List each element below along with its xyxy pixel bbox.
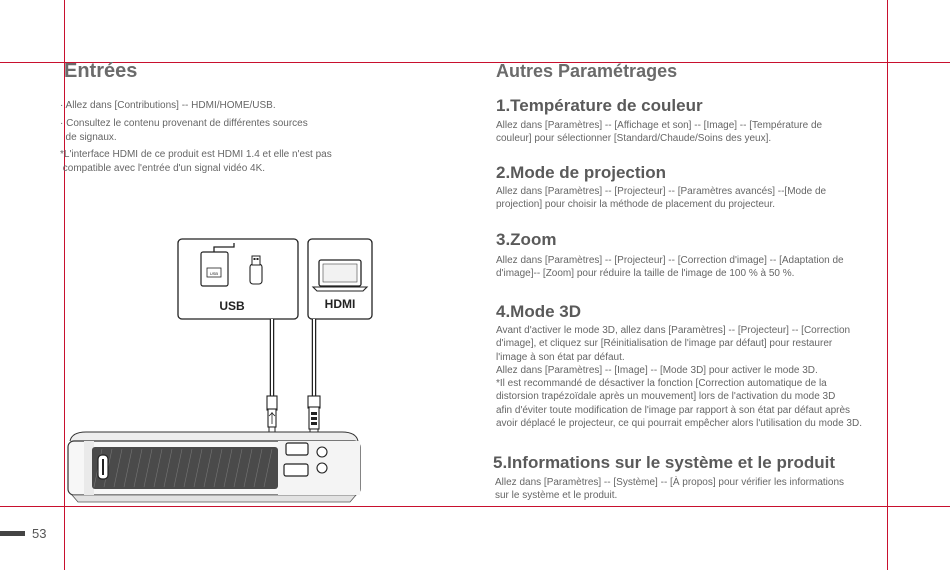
- section-4-body: Avant d'activer le mode 3D, allez dans [Paramètres] -- [Projecteur] -- [Correction d'image], et cliquez sur [Réinitialisation de l'image par défaut] pour restaurer l'image à son état par défaut. Allez dans [Paramètres] -- [Image] -- [Mode 3D] pour activer le mode 3D. *Il est recommandé de désactiver la fonction [Correction automatique de la distorsion trapézoïdale après un mouvement] lors de l'activation du mode 3D afin d'éviter toute modification de l'image par rapport à son état par défaut après avoir déplacé le projecteur, ce qui pourrait empêcher alors l'utilisation du mode 3D.: [496, 325, 862, 430]
- section-1-heading: 1.Température de couleur: [496, 96, 703, 115]
- left-bullet-1: · Allez dans [Contributions] -- HDMI/HOME/USB.: [60, 100, 276, 111]
- left-bullet-2: · Consultez le contenu provenant de différentes sources: [60, 118, 308, 129]
- connection-illustration: [64, 236, 404, 506]
- section-4-heading: 4.Mode 3D: [496, 302, 582, 321]
- usb-port-text: USB: [209, 271, 219, 276]
- laptop-icon: [313, 260, 367, 291]
- usb-plug-icon: [267, 396, 277, 434]
- left-title: Entrées: [64, 60, 138, 82]
- left-bullet-3: de signaux.: [60, 132, 117, 143]
- section-2-body: Allez dans [Paramètres] -- [Projecteur] -- [Paramètres avancés] --[Mode de projection] pour choisir la méthode de placement du projecteur.: [496, 186, 827, 211]
- page-number: 53: [32, 526, 47, 541]
- left-bullet-4: *L'interface HDMI de ce produit est HDMI 1.4 et elle n'est pas: [60, 149, 332, 160]
- section-5-heading: 5.Informations sur le système et le produit: [493, 453, 835, 472]
- section-3-heading: 3.Zoom: [496, 230, 557, 249]
- left-bullet-list: [60, 99, 390, 176]
- guide-line-top: [0, 62, 950, 63]
- hdmi-plug-icon: [308, 396, 320, 434]
- section-3-body: Allez dans [Paramètres] -- [Projecteur] -- [Correction d'image] -- [Adaptation de d'image]-- [Zoom] pour réduire la taille de l'image de 100 % à 50 %.: [496, 255, 844, 280]
- guide-line-bottom: [0, 506, 950, 507]
- section-5-body: Allez dans [Paramètres] -- [Système] -- [À propos] pour vérifier les informations sur le système et le produit.: [495, 477, 845, 502]
- left-bullet-5: compatible avec l'entrée d'un signal vidéo 4K.: [60, 163, 266, 174]
- page-number-bar: [0, 531, 25, 536]
- section-1-body: Allez dans [Paramètres] -- [Affichage et son] -- [Image] -- [Température de couleur] pour sélectionner [Standard/Chaude/Soins des yeux].: [496, 120, 823, 145]
- usb-label: USB: [219, 299, 245, 313]
- section-2-heading: 2.Mode de projection: [496, 163, 667, 182]
- projector-illustration: [68, 432, 360, 502]
- hdmi-label: HDMI: [324, 297, 356, 311]
- flash-drive-icon: [250, 256, 262, 284]
- right-title: Autres Paramétrages: [496, 61, 678, 81]
